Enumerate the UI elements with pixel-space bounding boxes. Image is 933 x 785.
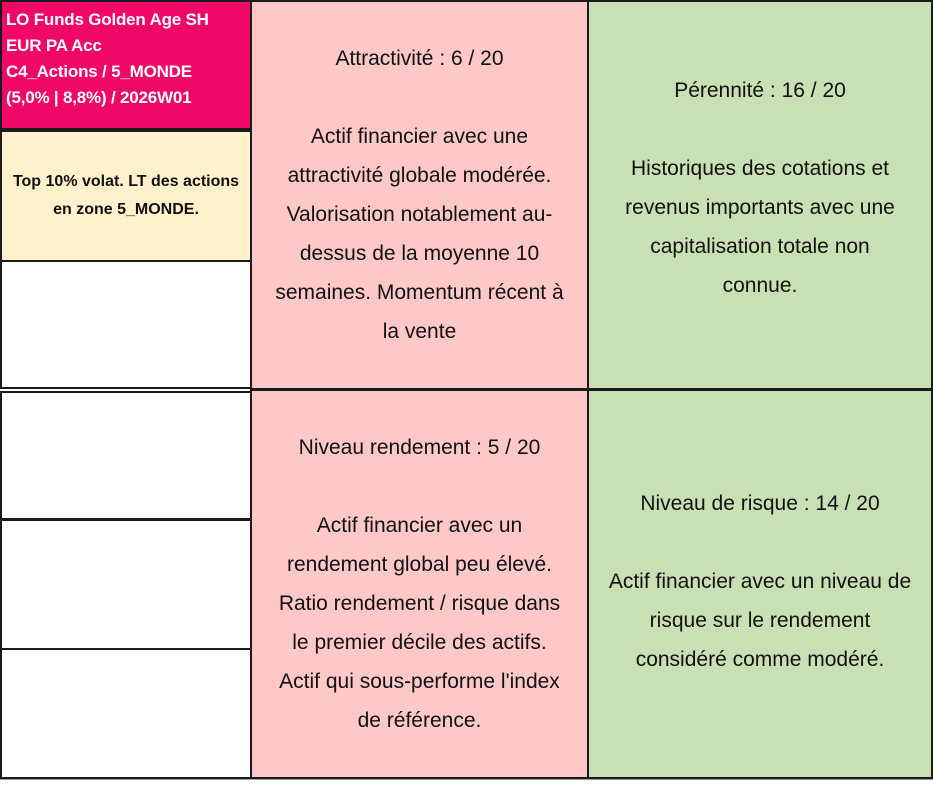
attractivite-panel <box>250 0 589 390</box>
risque-description: Actif financier avec un niveau de risque sur le rendement considéré comme modéré. <box>608 569 912 671</box>
attractivite-heading: Attractivité : 6 / 20 <box>335 47 504 70</box>
rendement-heading: Niveau rendement : 5 / 20 <box>298 436 541 459</box>
risque-panel <box>587 389 933 779</box>
attractivite-description: Actif financier avec une attractivité globale modérée. Valorisation notablement au- dessus de la moyenne 10 semaines. Momentum récent à la vente <box>275 125 564 343</box>
empty-cell <box>0 260 252 389</box>
empty-cell <box>0 391 252 520</box>
bottom-gridline <box>0 779 933 780</box>
rendement-description: Actif financier avec un rendement global peu élevé. Ratio rendement / risque dans le premier décile des actifs. Actif qui sous-performe l'index de référence. <box>278 514 561 732</box>
fund-title-line: (5,0% | 8,8%) / 2026W01 <box>6 88 192 107</box>
empty-cell <box>0 648 252 779</box>
fund-title-line: LO Funds Golden Age SH <box>6 10 209 29</box>
perennite-panel <box>587 0 933 390</box>
volatility-note <box>0 130 252 262</box>
fund-title-block <box>0 0 252 130</box>
perennite-description: Historiques des cotations et revenus importants avec une capitalisation totale non connue. <box>625 157 895 297</box>
rendement-panel <box>250 389 589 779</box>
fund-title-line: EUR PA Acc <box>6 36 102 55</box>
perennite-heading: Pérennité : 16 / 20 <box>674 79 846 102</box>
risque-heading: Niveau de risque : 14 / 20 <box>640 491 880 515</box>
fund-title-line: C4_Actions / 5_MONDE <box>6 62 192 81</box>
empty-cell <box>0 519 252 650</box>
volatility-note-text: Top 10% volat. LT des actions en zone 5_MONDE. <box>12 173 240 218</box>
